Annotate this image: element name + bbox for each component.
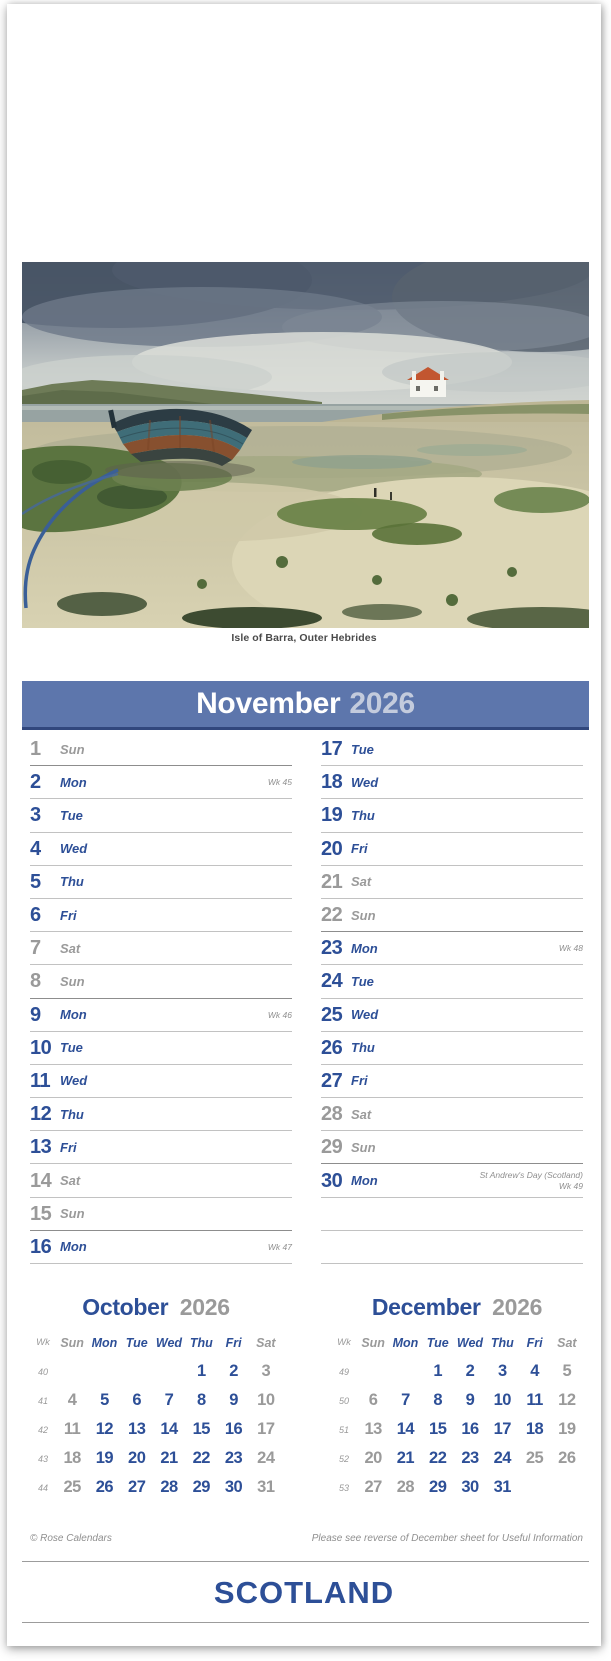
weekday-header: Thu	[189, 1335, 213, 1350]
divider-line	[22, 1622, 589, 1623]
mini-day-cell: 13	[364, 1420, 382, 1438]
day-row-1	[30, 733, 292, 766]
day-name: Fri	[60, 1139, 77, 1155]
weekday-header: Sat	[557, 1335, 577, 1350]
day-row-29	[321, 1131, 583, 1164]
day-name: Tue	[351, 741, 374, 757]
day-name: Sat	[351, 1106, 372, 1122]
weekday-header: Tue	[426, 1335, 449, 1350]
mini-day-cell: 11	[526, 1391, 543, 1409]
day-name: Sun	[60, 973, 85, 989]
day-number: 28	[321, 1103, 343, 1126]
day-name: Thu	[351, 1040, 375, 1056]
mini-day-cell: 7	[401, 1391, 410, 1409]
mini-day-cell: 3	[261, 1362, 271, 1380]
mini-day-cell: 24	[493, 1449, 511, 1467]
day-number: 10	[30, 1036, 52, 1059]
mini-day-cell: 23	[461, 1449, 479, 1467]
day-row-21	[321, 866, 583, 899]
mini-year-title: 2026	[492, 1294, 543, 1320]
day-number: 3	[30, 804, 41, 827]
mini-day-cell: 31	[257, 1478, 275, 1496]
mini-day-cell: 26	[95, 1478, 114, 1496]
day-name: Mon	[60, 1007, 87, 1023]
day-annotations	[268, 1010, 292, 1020]
mini-calendar-october	[30, 1294, 282, 1502]
week-column-header: Wk	[36, 1337, 50, 1348]
day-number: 30	[321, 1169, 343, 1192]
mini-day-cell: 28	[160, 1478, 178, 1496]
day-row-7	[30, 932, 292, 965]
day-name: Fri	[351, 841, 368, 857]
mini-day-cell: 21	[396, 1449, 415, 1467]
day-name: Wed	[351, 774, 379, 790]
mini-month-grid	[331, 1328, 583, 1502]
mini-day-cell-empty	[56, 1357, 88, 1386]
day-row-empty	[321, 1198, 583, 1231]
mini-day-cell: 15	[192, 1420, 210, 1438]
mini-day-cell-empty	[88, 1357, 120, 1386]
day-name: Thu	[351, 807, 375, 823]
mini-day-cell: 6	[132, 1391, 142, 1409]
day-number: 13	[30, 1136, 52, 1159]
mini-day-cell-empty	[518, 1473, 550, 1502]
day-column-left	[30, 733, 292, 1264]
day-number: 20	[321, 837, 343, 860]
day-row-13	[30, 1131, 292, 1164]
mini-day-cell: 7	[164, 1391, 174, 1409]
day-name: Wed	[60, 841, 88, 857]
mini-day-cell: 9	[465, 1391, 475, 1409]
day-name: Sat	[60, 1173, 81, 1189]
day-row-empty	[321, 1231, 583, 1264]
weekday-header: Mon	[91, 1335, 118, 1350]
week-number: Wk 48	[558, 943, 583, 954]
mini-day-cell: 2	[229, 1362, 238, 1380]
day-row-28	[321, 1098, 583, 1131]
mini-week-number: 49	[338, 1366, 349, 1377]
day-number: 16	[30, 1235, 52, 1258]
day-number: 17	[321, 738, 343, 761]
mini-month-grid	[30, 1328, 282, 1502]
month-title: November	[196, 687, 341, 720]
day-name: Sat	[351, 874, 372, 890]
day-number: 6	[30, 904, 41, 927]
day-name: Sun	[60, 1206, 85, 1222]
mini-day-cell: 6	[368, 1391, 378, 1409]
mini-calendar-header	[30, 1294, 282, 1321]
day-name: Tue	[60, 807, 83, 823]
weekday-header: Sat	[256, 1335, 276, 1350]
day-number: 14	[30, 1169, 52, 1192]
day-row-19	[321, 799, 583, 832]
day-annotations	[480, 1170, 583, 1190]
mini-day-cell: 13	[128, 1420, 146, 1438]
day-number: 12	[30, 1103, 52, 1126]
mini-day-cell-empty	[121, 1357, 153, 1386]
day-number: 7	[30, 937, 41, 960]
week-column-header: Wk	[337, 1337, 351, 1348]
calendar-photo	[22, 262, 589, 628]
day-number: 15	[30, 1202, 52, 1225]
mini-day-cell: 19	[558, 1420, 576, 1438]
day-name: Tue	[351, 973, 374, 989]
mini-week-number: 51	[338, 1424, 349, 1435]
day-row-3	[30, 799, 292, 832]
day-row-27	[321, 1065, 583, 1098]
mini-day-cell: 27	[128, 1478, 146, 1496]
mini-day-cell: 18	[63, 1449, 81, 1467]
mini-day-cell: 16	[224, 1420, 243, 1438]
day-row-26	[321, 1032, 583, 1065]
mini-day-cell: 14	[160, 1420, 178, 1438]
day-annotations	[559, 943, 583, 953]
mini-day-cell: 19	[95, 1449, 114, 1467]
mini-day-cell: 17	[493, 1420, 511, 1438]
mini-day-cell: 3	[497, 1362, 507, 1380]
weekday-header: Tue	[125, 1335, 148, 1350]
day-number: 29	[321, 1136, 343, 1159]
day-column-right	[321, 733, 583, 1264]
mini-calendar-december	[331, 1294, 583, 1502]
day-name: Mon	[60, 774, 87, 790]
day-row-2	[30, 766, 292, 799]
mini-day-cell: 26	[558, 1449, 576, 1467]
day-number: 25	[321, 1003, 343, 1026]
day-number: 24	[321, 970, 343, 993]
mini-day-cell: 10	[257, 1391, 275, 1409]
day-number: 21	[321, 870, 343, 893]
mini-week-number: 41	[37, 1395, 48, 1406]
day-row-6	[30, 899, 292, 932]
mini-week-number: 52	[338, 1453, 349, 1464]
mini-day-cell: 4	[67, 1391, 77, 1409]
day-name: Mon	[351, 1173, 378, 1189]
mini-week-number: 50	[338, 1395, 349, 1406]
mini-day-cell: 16	[461, 1420, 479, 1438]
day-annotations	[268, 1242, 292, 1252]
mini-day-cell: 29	[429, 1478, 447, 1496]
mini-week-number: 44	[37, 1482, 48, 1493]
day-row-16	[30, 1231, 292, 1264]
weekday-header: Fri	[526, 1335, 543, 1350]
mini-day-cell: 23	[224, 1449, 243, 1467]
region-title: SCOTLAND	[213, 1575, 395, 1610]
mini-day-cell: 25	[63, 1478, 81, 1496]
mini-day-cell: 14	[396, 1420, 415, 1438]
mini-day-cell: 9	[229, 1391, 238, 1409]
weekday-header: Wed	[155, 1335, 183, 1350]
day-row-12	[30, 1098, 292, 1131]
mini-month-title: October	[82, 1294, 169, 1320]
day-number: 18	[321, 771, 343, 794]
weekday-header: Wed	[456, 1335, 484, 1350]
day-name: Wed	[351, 1007, 379, 1023]
day-name: Sun	[351, 1139, 376, 1155]
day-name: Tue	[60, 1040, 83, 1056]
holiday-label: St Andrew's Day (Scotland)	[479, 1170, 583, 1181]
mini-day-cell-empty	[389, 1357, 421, 1386]
mini-day-cell: 8	[196, 1391, 206, 1409]
mini-day-cell: 17	[257, 1420, 275, 1438]
day-name: Mon	[60, 1239, 87, 1255]
day-name: Fri	[351, 1073, 368, 1089]
mini-week-number: 42	[37, 1424, 48, 1435]
mini-day-cell: 28	[396, 1478, 415, 1496]
day-number: 5	[30, 870, 41, 893]
day-row-8	[30, 965, 292, 998]
mini-day-cell: 2	[465, 1362, 475, 1380]
day-number: 19	[321, 804, 343, 827]
mini-year-title: 2026	[179, 1294, 230, 1320]
day-row-18	[321, 766, 583, 799]
day-row-10	[30, 1032, 292, 1065]
copyright-text: © Rose Calendars	[30, 1533, 112, 1544]
day-name: Sat	[60, 940, 81, 956]
mini-calendar-header	[331, 1294, 583, 1321]
month-title-band	[22, 681, 589, 730]
mini-day-cell-empty	[551, 1473, 583, 1502]
mini-day-cell: 18	[525, 1420, 544, 1438]
weekday-header: Thu	[490, 1335, 514, 1350]
day-number: 22	[321, 904, 343, 927]
mini-day-cell: 8	[433, 1391, 443, 1409]
day-number: 11	[30, 1069, 51, 1092]
november-day-grid	[30, 733, 583, 1264]
divider-line	[22, 1561, 589, 1562]
mini-month-title: December	[371, 1294, 481, 1320]
day-name: Sun	[60, 741, 85, 757]
day-row-20	[321, 833, 583, 866]
photo-caption: Isle of Barra, Outer Hebrides	[231, 632, 377, 644]
mini-day-cell: 21	[160, 1449, 178, 1467]
day-number: 23	[321, 937, 343, 960]
mini-week-number: 43	[37, 1453, 48, 1464]
day-number: 26	[321, 1036, 343, 1059]
mini-day-cell: 1	[433, 1362, 443, 1380]
mini-day-cell: 10	[493, 1391, 511, 1409]
mini-day-cell: 5	[100, 1391, 109, 1409]
day-annotations	[268, 777, 292, 787]
mini-day-cell: 30	[224, 1478, 243, 1496]
day-row-24	[321, 965, 583, 998]
calendar-sheet	[7, 4, 601, 1646]
mini-day-cell: 5	[562, 1362, 572, 1380]
day-row-11	[30, 1065, 292, 1098]
day-row-17	[321, 733, 583, 766]
mini-day-cell: 12	[558, 1391, 576, 1409]
weekday-header: Fri	[225, 1335, 242, 1350]
mini-day-cell: 11	[63, 1420, 81, 1438]
mini-day-cell: 20	[364, 1449, 382, 1467]
mini-day-cell: 27	[364, 1478, 382, 1496]
mini-day-cell: 1	[196, 1362, 206, 1380]
day-row-14	[30, 1164, 292, 1197]
day-row-9	[30, 999, 292, 1032]
reverse-note-text: Please see reverse of December sheet for Useful Information	[311, 1533, 583, 1544]
mini-day-cell: 4	[530, 1362, 539, 1380]
day-name: Wed	[60, 1073, 88, 1089]
mini-day-cell: 29	[192, 1478, 210, 1496]
week-number: Wk 49	[558, 1180, 583, 1191]
footer-row	[30, 1533, 583, 1544]
mini-day-cell: 25	[525, 1449, 544, 1467]
mini-week-number: 53	[338, 1482, 349, 1493]
weekday-header: Mon	[392, 1335, 419, 1350]
day-row-4	[30, 833, 292, 866]
day-name: Thu	[60, 874, 84, 890]
mini-day-cell: 24	[257, 1449, 275, 1467]
day-row-23	[321, 932, 583, 965]
day-number: 27	[321, 1069, 343, 1092]
mini-day-cell-empty	[357, 1357, 389, 1386]
day-row-30	[321, 1164, 583, 1197]
day-name: Thu	[60, 1106, 84, 1122]
mini-day-cell: 31	[493, 1478, 511, 1496]
day-row-15	[30, 1198, 292, 1231]
year-title: 2026	[349, 687, 415, 720]
beach-scene-illustration	[22, 262, 589, 628]
mini-day-cell: 30	[461, 1478, 479, 1496]
week-number: Wk 45	[267, 777, 292, 788]
week-number: Wk 47	[267, 1241, 292, 1252]
day-name: Sun	[351, 907, 376, 923]
day-number: 9	[30, 1003, 41, 1026]
mini-calendars	[30, 1294, 583, 1502]
day-row-5	[30, 866, 292, 899]
mini-day-cell: 22	[429, 1449, 447, 1467]
day-row-22	[321, 899, 583, 932]
mini-week-number: 40	[37, 1366, 48, 1377]
weekday-header: Sun	[60, 1335, 84, 1350]
day-name: Mon	[351, 940, 378, 956]
mini-day-cell: 22	[192, 1449, 210, 1467]
day-number: 4	[30, 837, 41, 860]
day-row-25	[321, 999, 583, 1032]
mini-day-cell: 20	[128, 1449, 146, 1467]
mini-day-cell: 12	[95, 1420, 114, 1438]
day-number: 2	[30, 771, 41, 794]
mini-day-cell-empty	[153, 1357, 185, 1386]
week-number: Wk 46	[267, 1009, 292, 1020]
day-name: Fri	[60, 907, 77, 923]
day-number: 1	[30, 738, 41, 761]
weekday-header: Sun	[361, 1335, 385, 1350]
day-number: 8	[30, 970, 41, 993]
mini-day-cell: 15	[429, 1420, 447, 1438]
